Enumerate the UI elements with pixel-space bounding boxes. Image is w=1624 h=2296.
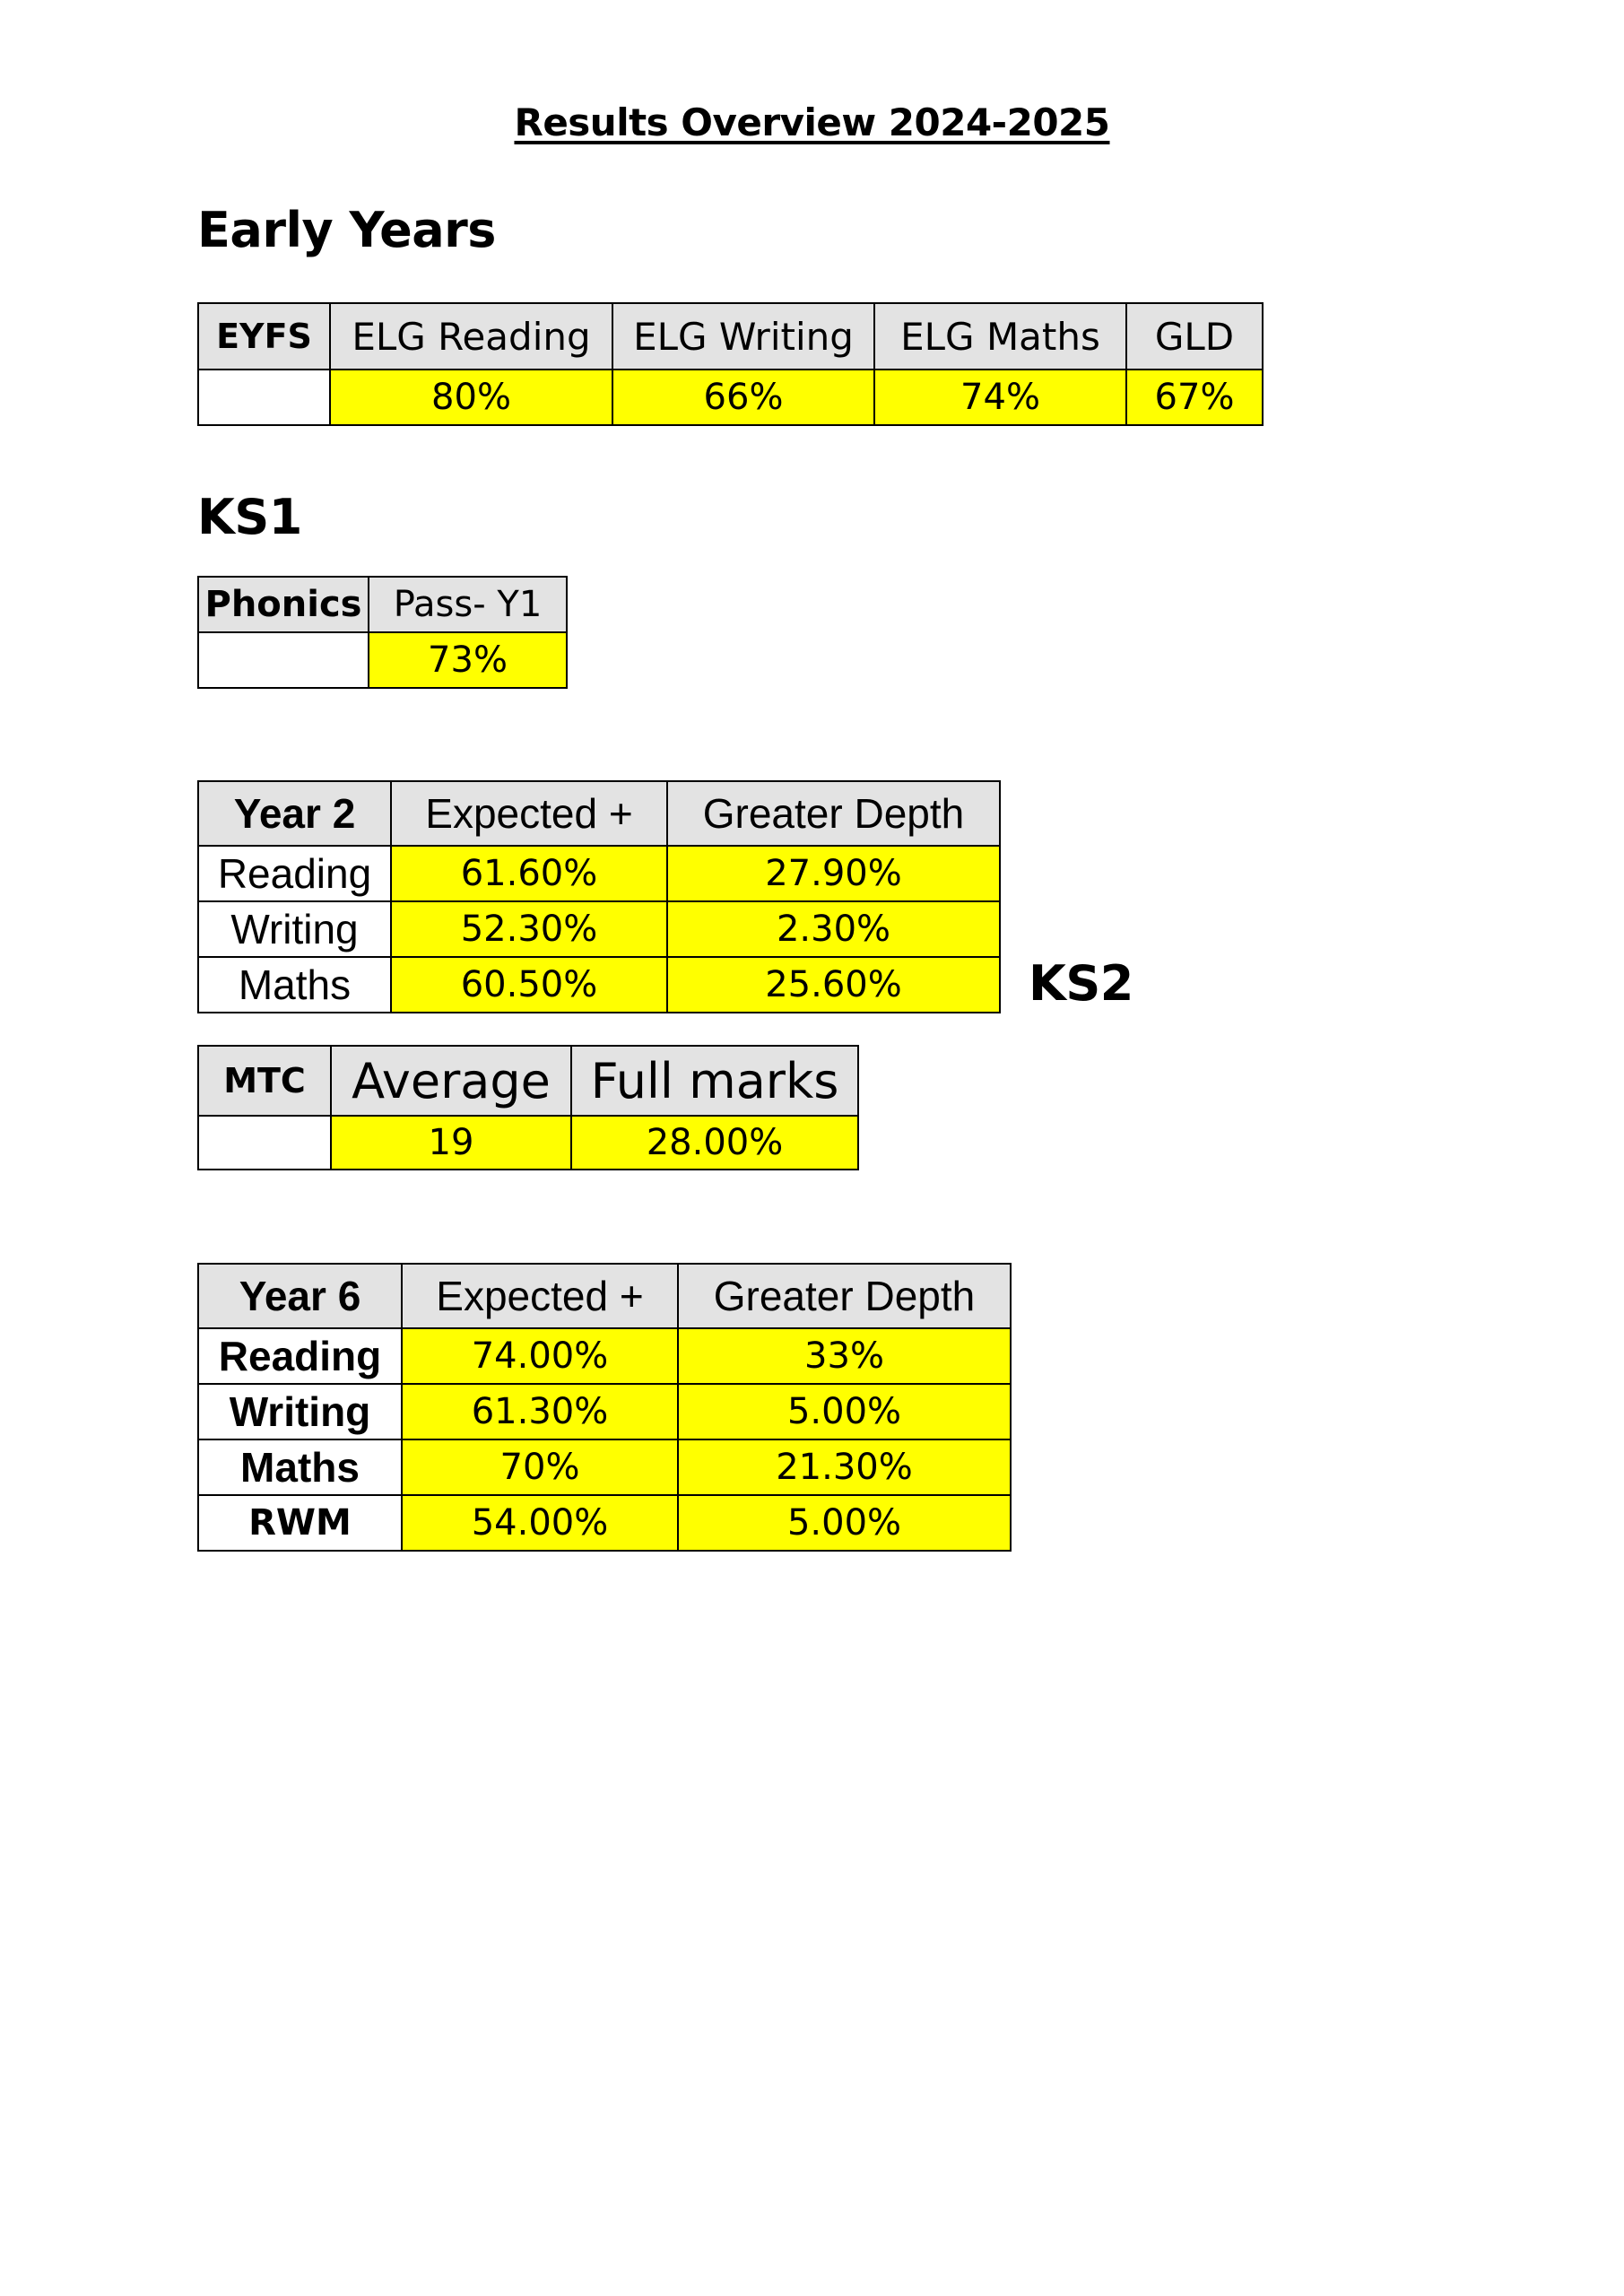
mtc-table [197,1045,859,1170]
year2-header-row [198,781,1000,846]
phonics-blank-cell [198,632,369,688]
year6-row-writing [198,1384,1011,1439]
year2-expected-value: 52.30% [391,901,667,957]
pass-y1-value: 73% [369,632,567,688]
year6-row-reading [198,1328,1011,1384]
ks1-heading: KS1 [197,489,302,545]
year6-expected-value: 70% [402,1439,678,1495]
page-title: Results Overview 2024-2025 [514,100,1110,144]
early-years-heading: Early Years [197,202,496,258]
year6-table [197,1263,1012,1552]
elg-writing-value: 66% [612,370,874,425]
phonics-header-cell: Phonics [198,577,369,632]
year2-expected-value: 61.60% [391,846,667,901]
year6-greater-depth-header: Greater Depth [678,1264,1011,1328]
elg-maths-value: 74% [874,370,1126,425]
year2-subject-cell: Maths [198,957,391,1013]
pass-y1-header: Pass- Y1 [369,577,567,632]
eyfs-table [197,302,1264,426]
year6-header-cell: Year 6 [198,1264,402,1328]
mtc-blank-cell [198,1116,331,1170]
year2-header-cell: Year 2 [198,781,391,846]
eyfs-value-row [198,370,1263,425]
year6-subject-cell: Reading [198,1328,402,1384]
year6-row-rwm [198,1495,1011,1551]
ks2-heading: KS2 [1029,955,1133,1012]
mtc-full-marks-value: 28.00% [571,1116,858,1170]
year6-greater-depth-value: 33% [678,1328,1011,1384]
elg-writing-header: ELG Writing [612,303,874,370]
phonics-table [197,576,568,689]
mtc-header-cell: MTC [198,1046,331,1116]
year6-greater-depth-value: 5.00% [678,1384,1011,1439]
year2-expected-value: 60.50% [391,957,667,1013]
year2-expected-header: Expected + [391,781,667,846]
mtc-average-value: 19 [331,1116,571,1170]
year6-subject-cell: RWM [198,1495,402,1551]
year2-row-maths [198,957,1000,1013]
eyfs-blank-cell [198,370,330,425]
year6-expected-value: 61.30% [402,1384,678,1439]
year2-subject-cell: Writing [198,901,391,957]
elg-maths-header: ELG Maths [874,303,1126,370]
year2-subject-cell: Reading [198,846,391,901]
year2-row-reading [198,846,1000,901]
elg-reading-value: 80% [330,370,612,425]
elg-reading-header: ELG Reading [330,303,612,370]
year6-header-row [198,1264,1011,1328]
phonics-value-row [198,632,567,688]
year6-expected-value: 74.00% [402,1328,678,1384]
mtc-value-row [198,1116,858,1170]
phonics-header-row [198,577,567,632]
eyfs-header-row [198,303,1263,370]
mtc-header-row [198,1046,858,1116]
mtc-average-header: Average [331,1046,571,1116]
year2-greater-depth-value: 2.30% [667,901,1000,957]
gld-value: 67% [1126,370,1263,425]
year6-subject-cell: Maths [198,1439,402,1495]
year6-subject-cell: Writing [198,1384,402,1439]
year6-expected-header: Expected + [402,1264,678,1328]
year2-row-writing [198,901,1000,957]
gld-header: GLD [1126,303,1263,370]
year2-table [197,780,1001,1013]
year2-greater-depth-header: Greater Depth [667,781,1000,846]
year6-greater-depth-value: 5.00% [678,1495,1011,1551]
year2-greater-depth-value: 25.60% [667,957,1000,1013]
eyfs-header-cell: EYFS [198,303,330,370]
year6-expected-value: 54.00% [402,1495,678,1551]
year6-greater-depth-value: 21.30% [678,1439,1011,1495]
mtc-full-marks-header: Full marks [571,1046,858,1116]
year6-row-maths [198,1439,1011,1495]
year2-greater-depth-value: 27.90% [667,846,1000,901]
